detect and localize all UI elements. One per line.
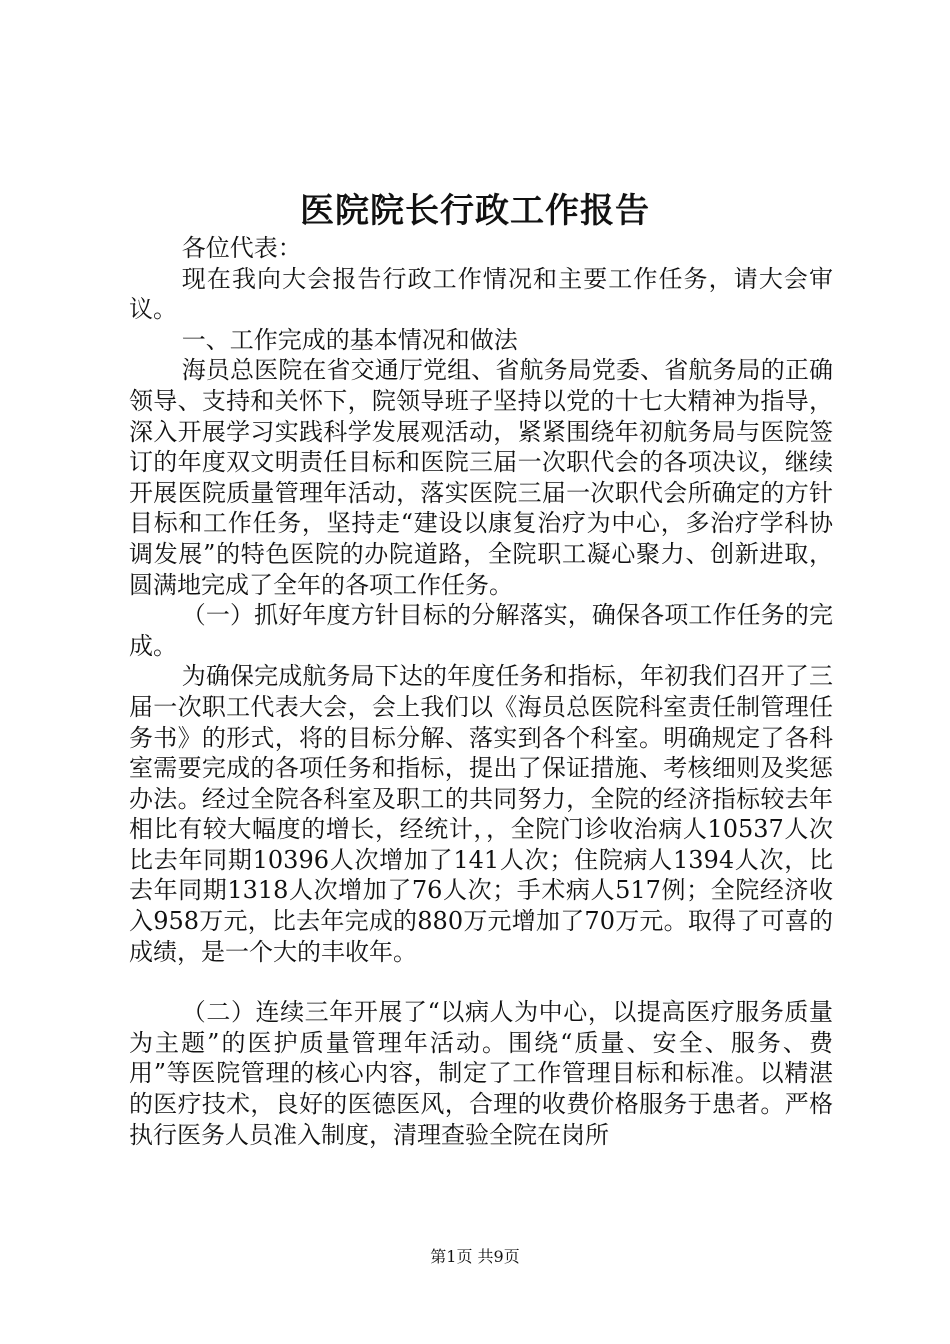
section-heading: 一、工作完成的基本情况和做法 <box>181 325 518 354</box>
document-title: 医院院长行政工作报告 <box>300 191 650 231</box>
overview-paragraph: 海员总医院在省交通厅党组、省航务局党委、省航务局的正确领导、支持和关怀下，院领导班子坚持以党的十七大精神为指导，深入开展学习实践科学发展观活动，紧紧围绕年初航务局与医院签订的年度双文明责任目标和医院三届一次职代会的各项决议，继续开展医院质量管理年活动，落实医院三届一次职代会所确定的方针目标和工作任务，坚持走“建设以康复治疗为中心，多治疗学科协调发展”的特色医院的办院道路，全院职工凝心聚力、创新进取，圆满地完成了全年的各项工作任务。 <box>129 356 833 599</box>
intro-paragraph: 现在我向大会报告行政工作情况和主要工作任务，请大会审议。 <box>129 264 833 324</box>
page-footer: 第1页 共9页 <box>430 1247 520 1266</box>
subsection-heading-1: （一）抓好年度方针目标的分解落实，确保各项工作任务的完成。 <box>129 601 833 660</box>
document-body <box>129 233 833 1150</box>
quality-paragraph: （二）连续三年开展了“以病人为中心，以提高医疗服务质量为主题”的医护质量管理年活动。围绕“质量、安全、服务、费用”等医院管理的核心内容，制定了工作管理目标和标准。以精湛的医疗技术，良好的医德医风，合理的收费价格服务于患者。严格执行医务人员准入制度，清理查验全院在岗所 <box>129 998 833 1149</box>
targets-paragraph: 为确保完成航务局下达的年度任务和指标，年初我们召开了三届一次职工代表大会，会上我们以《海员总医院科室责任制管理任务书》的形式，将的目标分解、落实到各个科室。明确规定了各科室需要完成的各项任务和指标，提出了保证措施、考核细则及奖惩办法。经过全院各科室及职工的共同努力，全院的经济指标较去年相比有较大幅度的增长，经统计，，全院门诊收治病人10537人次比去年同期10396人次增加了141人次；住院病人1394人次，比去年同期1318人次增加了76人次；手术病人517例；全院经济收入958万元，比去年完成的880万元增加了70万元。取得了可喜的成绩，是一个大的丰收年。 <box>129 662 833 966</box>
salutation-paragraph: 各位代表： <box>181 234 302 262</box>
